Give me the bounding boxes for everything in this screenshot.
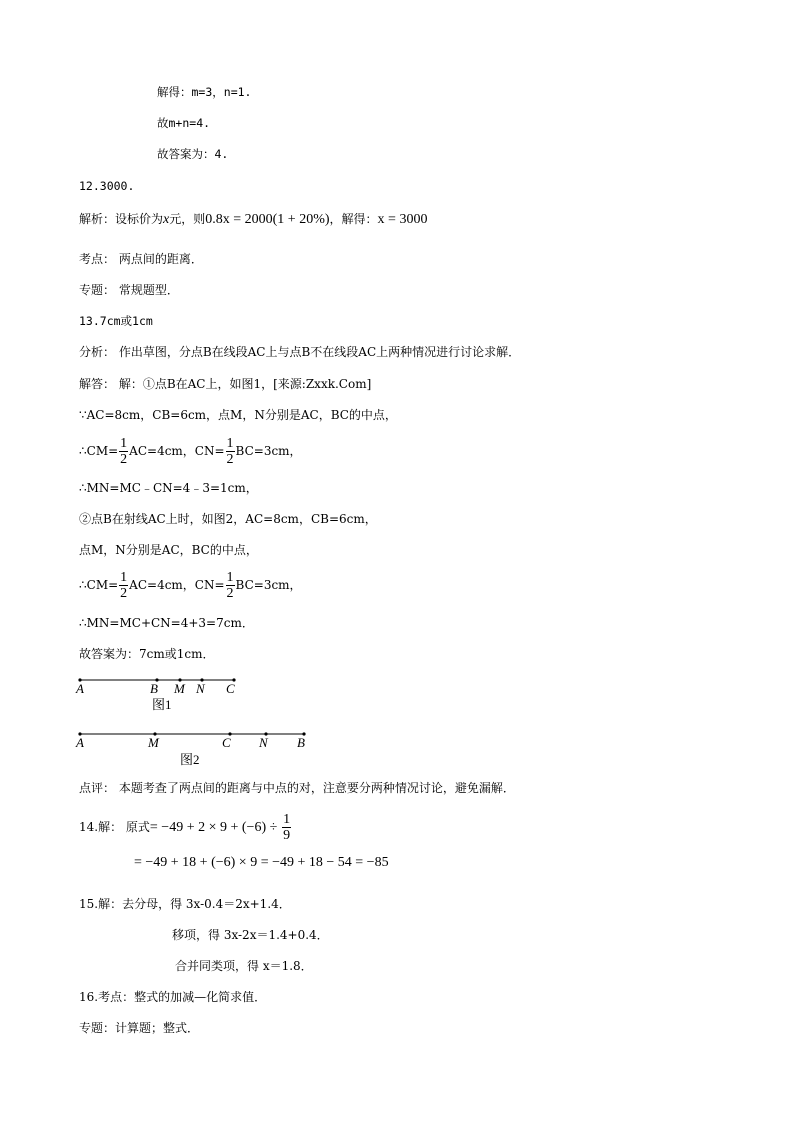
fig2-label-a: A [76, 735, 84, 750]
q13-dianping: 点评： 本题考查了两点间的距离与中点的对，注意要分两种情况讨论，避免漏解． [79, 781, 515, 795]
fig2-label-n: N [259, 735, 268, 750]
q13-fenxi: 分析： 作出草图，分点B在线段AC上与点B不在线段AC上两种情况进行讨论求解． [79, 345, 521, 359]
half-numerator: 1 [226, 570, 234, 585]
ninth-numerator: 1 [283, 812, 291, 827]
half-denominator: 2 [120, 586, 128, 601]
q13-cm1-a: ∴CM= [79, 444, 119, 458]
q12-result-label: ，解得： [329, 212, 378, 226]
q13-cm-line-1 [79, 434, 302, 468]
q13-cm1-c: BC=3cm， [235, 444, 302, 458]
half-numerator: 1 [226, 436, 234, 451]
fig2-label-c: C [222, 735, 231, 750]
q12-equation: 0.8x = 2000(1 + 20%) [205, 212, 330, 227]
q12-zhuanti: 专题： 常规题型． [79, 283, 179, 297]
q13-mn-1: ∴MN=MC﹣CN=4﹣3=1cm， [79, 481, 258, 495]
figure-1 [70, 672, 270, 712]
q12-analysis [79, 211, 427, 228]
half-fraction [226, 570, 235, 601]
fig2-label-b: B [297, 735, 305, 750]
fig1-label-c: C [226, 681, 235, 696]
q13-given: ∵AC=8cm，CB=6cm，点M，N分别是AC，BC的中点， [79, 408, 397, 422]
q15-line-1: 15.解：去分母，得 3x-0.4＝2x+1.4． [79, 897, 291, 911]
q13-case-2: ②点B在射线AC上时，如图2，AC=8cm，CB=6cm， [79, 512, 377, 526]
q14-eq-1: = −49 + 2 × 9 + (−6) ÷ [149, 820, 278, 835]
half-fraction [226, 436, 235, 467]
fig2-label-m: M [148, 735, 159, 750]
q13-cm2-b: AC=4cm，CN= [129, 578, 225, 592]
q14-label: 14.解： 原式 [79, 820, 150, 834]
half-fraction [119, 436, 128, 467]
ninth-denominator: 9 [283, 828, 291, 843]
fig1-label-n: N [196, 681, 205, 696]
q13-answer: 13.7cm或1cm [79, 314, 153, 328]
ninth-fraction [282, 812, 291, 843]
q12-answer: 12.3000. [79, 179, 135, 193]
fig2-caption: 图2 [180, 752, 200, 767]
fig1-label-a: A [76, 681, 84, 696]
q14-line-1 [79, 808, 292, 847]
q11-line-2: 故m+n=4. [157, 116, 211, 130]
figure-2 [70, 726, 330, 766]
half-fraction [119, 570, 128, 601]
q13-cm-line-2 [79, 568, 302, 602]
half-denominator: 2 [226, 586, 234, 601]
q16-zhuanti: 专题：计算题；整式． [79, 1021, 200, 1035]
q13-cm2-c: BC=3cm， [235, 578, 302, 592]
fig1-caption: 图1 [152, 697, 172, 712]
half-numerator: 1 [120, 570, 128, 585]
q11-line-1: 解得：m=3，n=1. [157, 85, 252, 99]
q13-cm1-b: AC=4cm，CN= [129, 444, 225, 458]
q13-cm2-a: ∴CM= [79, 578, 119, 592]
q15-line-2: 移项，得 3x-2x＝1.4+0.4． [172, 928, 329, 942]
half-denominator: 2 [120, 452, 128, 467]
q16-kaodian: 16.考点：整式的加减—化简求值． [79, 990, 267, 1004]
fig1-label-b: B [150, 681, 158, 696]
q12-mid: 元，则 [169, 212, 206, 226]
q14-line-2: = −49 + 18 + (−6) × 9 = −49 + 18 − 54 = −85 [134, 855, 389, 870]
half-denominator: 2 [226, 452, 234, 467]
q12-result: x = 3000 [377, 212, 428, 227]
q11-line-3: 故答案为：4. [157, 147, 229, 161]
q15-line-3: 合并同类项，得 x＝1.8． [175, 959, 313, 973]
q12-label: 解析：设标价为 [79, 212, 164, 226]
fig1-label-m: M [174, 681, 185, 696]
q12-var: x [163, 212, 170, 227]
q13-jieda: 解答： 解：①点B在AC上，如图1，[来源:Zxxk.Com] [79, 377, 372, 391]
half-numerator: 1 [120, 436, 128, 451]
q13-mn-2: ∴MN=MC+CN=4+3=7cm． [79, 616, 254, 630]
q13-midpoints-2: 点M，N分别是AC，BC的中点， [79, 543, 258, 557]
q12-kaodian: 考点： 两点间的距离． [79, 252, 203, 266]
q13-final: 故答案为：7cm或1cm． [79, 647, 215, 661]
